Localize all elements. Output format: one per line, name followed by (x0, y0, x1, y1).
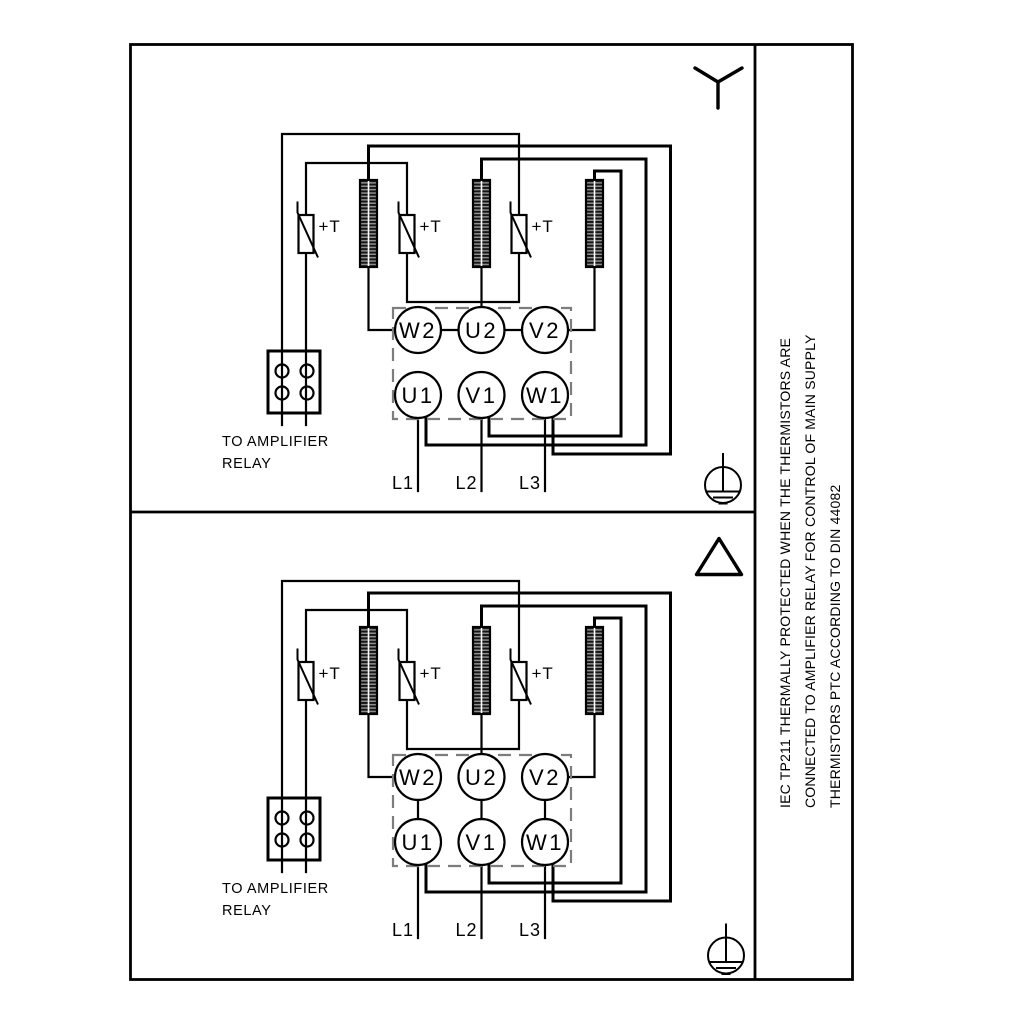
supply-line-label-l1: L1 (391, 920, 414, 940)
terminal-label-u1: U1 (401, 830, 435, 855)
supply-line-label-l1: L1 (391, 473, 414, 493)
thermistor-label: +T (318, 664, 341, 683)
relay-caption-line2: RELAY (222, 456, 272, 472)
side-note-line3: THERMISTORS PTC ACCORDING TO DIN 44082 (827, 484, 843, 808)
thermistor-label: +T (318, 217, 341, 236)
supply-line-label-l3: L3 (518, 920, 541, 940)
terminal-label-w1: W1 (526, 383, 564, 408)
thermistor-label: +T (419, 664, 442, 683)
terminal-label-v2: V2 (529, 765, 561, 790)
supply-line-label-l2: L2 (455, 473, 478, 493)
thermistor-label: +T (531, 217, 554, 236)
terminal-label-u2: U2 (464, 318, 499, 343)
side-note-line1: IEC TP211 THERMALLY PROTECTED WHEN THE THERMISTORS ARE (777, 337, 793, 808)
supply-line-label-l3: L3 (518, 473, 541, 493)
terminal-label-u1: U1 (401, 383, 435, 408)
thermistor-label: +T (531, 664, 554, 683)
relay-caption-line1: TO AMPLIFIER (222, 881, 329, 897)
terminal-label-w2: W2 (399, 318, 437, 343)
terminal-label-u2: U2 (464, 765, 499, 790)
terminal-label-w2: W2 (399, 765, 437, 790)
terminal-label-w1: W1 (526, 830, 564, 855)
terminal-label-v1: V1 (465, 830, 498, 855)
relay-caption-line1: TO AMPLIFIER (222, 434, 329, 450)
thermistor-label: +T (419, 217, 442, 236)
terminal-label-v2: V2 (529, 318, 561, 343)
terminal-label-v1: V1 (465, 383, 498, 408)
side-note-line2: CONNECTED TO AMPLIFIER RELAY FOR CONTROL OF MAIN SUPPLY (802, 334, 818, 808)
relay-caption-line2: RELAY (222, 903, 272, 919)
supply-line-label-l2: L2 (455, 920, 478, 940)
